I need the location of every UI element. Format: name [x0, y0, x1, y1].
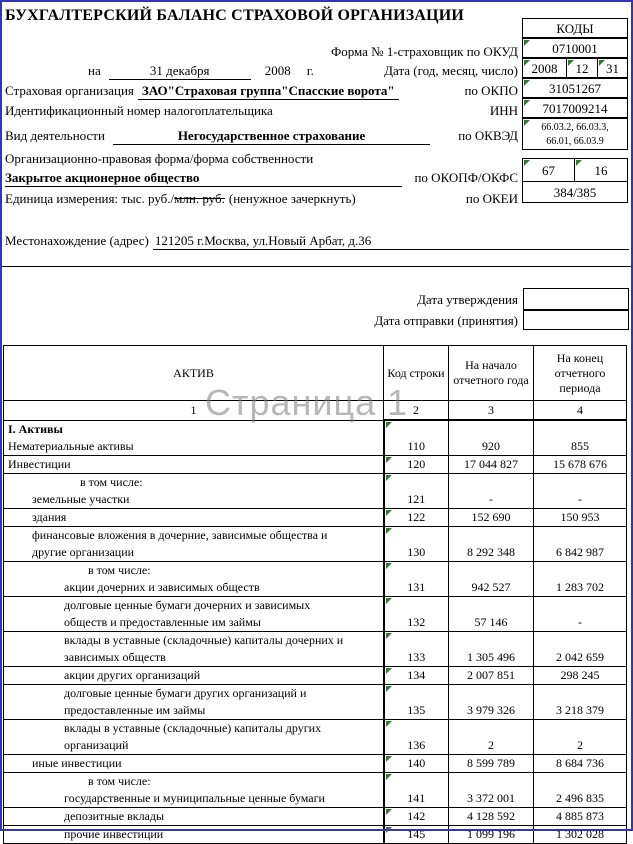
row-code-cell-value: 122 [407, 509, 426, 524]
row-label-line: здания [32, 509, 67, 524]
row-end-cell [534, 666, 627, 684]
legal-form-label-line [5, 151, 518, 167]
row-end-cell [534, 526, 627, 561]
row-code-cell [384, 631, 449, 666]
row-end-cell-value: 1 283 702 [556, 579, 604, 594]
table-row [4, 684, 627, 719]
activity-value: Негосударственное страхование [113, 128, 430, 145]
row-code-cell [384, 455, 449, 473]
approval-date-box [523, 288, 629, 310]
row-end-cell-value: 150 953 [560, 509, 600, 524]
row-start-cell [449, 455, 534, 473]
date-month-box [566, 58, 598, 78]
inn-line [5, 103, 518, 119]
row-start-cell-value: 4 128 592 [467, 808, 515, 823]
form-number-label: Форма № 1-страховщик по ОКУД [330, 44, 518, 59]
column-number-3: 3 [449, 401, 534, 421]
row-code-cell-value: 133 [407, 649, 426, 664]
row-end-cell-value: 1 302 028 [556, 826, 604, 841]
row-start-cell-value: 3 979 326 [467, 702, 515, 717]
table-row [4, 807, 627, 825]
row-label-line: земельные участки [32, 491, 130, 506]
corner-marker-icon [568, 60, 574, 66]
row-start-cell-value: 8 292 348 [467, 544, 515, 559]
row-code-cell [384, 561, 449, 596]
row-label-line: организаций [64, 737, 129, 752]
row-start-cell [449, 631, 534, 666]
row-end-cell [534, 596, 627, 631]
corner-marker-icon [386, 598, 392, 604]
okved-code-line1: 66.03.2, 66.03.3, [541, 122, 609, 133]
corner-marker-icon [524, 80, 530, 86]
corner-marker-icon [386, 633, 392, 639]
row-code-cell-value: 110 [407, 438, 426, 453]
row-end-cell-value: 298 245 [560, 667, 600, 682]
report-date-line [88, 63, 518, 80]
sending-date-line [200, 313, 518, 329]
row-start-cell [449, 684, 534, 719]
table-row [4, 719, 627, 754]
column-number-4: 4 [534, 401, 627, 421]
corner-marker-icon [386, 563, 392, 569]
row-label-cell [4, 561, 384, 596]
row-end-cell-value: 15 678 676 [553, 456, 607, 471]
sending-date-box [523, 310, 629, 330]
row-label-line: Инвестиции [8, 456, 71, 471]
row-label-line: государственные и муниципальные ценные бумаги [64, 790, 325, 805]
unit-struck: млн. руб. [174, 191, 225, 206]
row-start-cell-value: 152 690 [471, 509, 511, 524]
row-end-cell [534, 561, 627, 596]
address-label: Местонахождение (адрес) [5, 233, 149, 248]
organization-name: ЗАО"Страховая группа"Спасские ворота" [138, 83, 399, 100]
row-label-line: в том числе: [88, 562, 151, 577]
okud-code-box [522, 38, 628, 58]
corner-marker-icon [386, 510, 392, 516]
row-end-cell [534, 719, 627, 754]
row-code-cell [384, 772, 449, 807]
row-code-cell-value: 141 [407, 790, 426, 805]
corner-marker-icon [386, 457, 392, 463]
okud-code: 0710001 [552, 41, 598, 56]
okei-code-box [522, 181, 628, 203]
row-start-cell-value: 8 599 789 [467, 755, 515, 770]
row-label-line: Нематериальные активы [8, 438, 134, 453]
row-end-cell-value: 4 885 873 [556, 808, 604, 823]
column-header-code: Код строки [384, 346, 449, 401]
row-code-cell [384, 825, 449, 843]
legal-form-label: Организационно-правовая форма/форма собственности [5, 151, 314, 166]
column-number-1: 1 [4, 401, 384, 421]
row-label-line: вклады в уставные (складочные) капиталы других [64, 720, 322, 735]
table-row [4, 772, 627, 807]
corner-marker-icon [386, 668, 392, 674]
date-year-code: 2008 [531, 61, 558, 76]
date-year-box [522, 58, 567, 78]
row-start-cell [449, 561, 534, 596]
corner-marker-icon [524, 160, 530, 166]
row-label-line: I. Активы [8, 421, 63, 436]
row-label-line: другие организации [32, 544, 135, 559]
okei-code: 384/385 [553, 185, 597, 200]
row-code-cell [384, 684, 449, 719]
row-code-cell-value: 121 [407, 491, 426, 506]
corner-marker-icon [386, 721, 392, 727]
corner-marker-icon [524, 60, 530, 66]
row-start-cell-value: 2 007 851 [467, 667, 515, 682]
legal-form-value: Закрытое акционерное общество [5, 170, 402, 187]
date-month-code: 12 [575, 61, 589, 76]
row-label-cell [4, 719, 384, 754]
row-end-cell [534, 754, 627, 772]
row-label-line: депозитные вклады [64, 808, 165, 823]
row-label-line: в том числе: [80, 474, 143, 489]
okpo-code: 31051267 [549, 81, 601, 96]
row-label-cell [4, 596, 384, 631]
okfs-code-box [574, 158, 628, 182]
corner-marker-icon [386, 827, 392, 833]
row-end-cell-value: 2 496 835 [556, 790, 604, 805]
row-end-cell [534, 825, 627, 843]
row-code-cell-value: 120 [407, 456, 426, 471]
column-header-start: На начало отчетного года [449, 346, 534, 401]
row-code-cell-value: 132 [407, 614, 426, 629]
row-code-cell-value: 142 [407, 808, 426, 823]
row-end-cell [534, 473, 627, 508]
column-header-end: На конец отчетного периода [534, 346, 627, 401]
row-start-cell-value: 2 [488, 737, 494, 752]
page-watermark: Страница 1 [205, 382, 409, 423]
corner-marker-icon [599, 60, 605, 66]
row-label-line: предоставленные им займы [64, 702, 206, 717]
row-start-cell-value: 942 527 [471, 579, 511, 594]
row-code-cell-value: 145 [407, 826, 426, 841]
okved-label: по ОКВЭД [458, 128, 518, 143]
row-start-cell [449, 825, 534, 843]
row-end-cell-value: - [578, 491, 582, 506]
date-year: 2008 [264, 63, 291, 78]
row-label-line: обществ и предоставленные им займы [64, 614, 261, 629]
row-end-cell-value: 2 [577, 737, 583, 752]
okved-code-line2: 66.01, 66.03.9 [546, 136, 604, 147]
row-start-cell-value: 17 044 827 [464, 456, 518, 471]
row-start-cell [449, 596, 534, 631]
inn-code-box [522, 98, 628, 118]
column-number-2: 2 [384, 401, 449, 421]
table-row [4, 473, 627, 508]
row-end-cell [534, 772, 627, 807]
date-day-box [597, 58, 628, 78]
row-label-line: долговые ценные бумаги дочерних и зависимых [64, 597, 311, 612]
row-end-cell [534, 508, 627, 526]
row-label-line: акции дочерних и зависимых обществ [64, 579, 260, 594]
table-row [4, 508, 627, 526]
table-row [4, 561, 627, 596]
row-start-cell-value: 920 [482, 438, 500, 453]
section-divider [0, 266, 633, 267]
table-row [4, 666, 627, 684]
row-label-line: иные инвестиции [32, 755, 122, 770]
row-label-line: вклады в уставные (складочные) капиталы дочерних и [64, 632, 344, 647]
row-start-cell-value: 3 372 001 [467, 790, 515, 805]
table-row [4, 596, 627, 631]
row-end-cell-value: 8 684 736 [556, 755, 604, 770]
row-start-cell [449, 807, 534, 825]
row-code-cell-value: 140 [407, 755, 426, 770]
row-label-cell [4, 684, 384, 719]
codes-header-box: КОДЫ [522, 18, 628, 38]
row-start-cell [449, 754, 534, 772]
inn-label: ИНН [489, 103, 518, 118]
row-start-cell-value: - [489, 491, 493, 506]
asset-table-body [4, 420, 627, 843]
row-start-cell [449, 526, 534, 561]
corner-marker-icon [386, 528, 392, 534]
corner-marker-icon [386, 475, 392, 481]
corner-marker-icon [576, 160, 582, 166]
row-code-cell [384, 666, 449, 684]
row-end-cell [534, 684, 627, 719]
row-label-line: в том числе: [88, 773, 151, 788]
row-code-cell [384, 420, 449, 455]
table-header-row [4, 346, 627, 401]
row-end-cell [534, 631, 627, 666]
row-code-cell [384, 508, 449, 526]
activity-line [5, 128, 518, 145]
asset-table [3, 345, 627, 844]
row-code-cell [384, 596, 449, 631]
unit-prefix: Единица измерения: тыс. руб./ [5, 191, 175, 206]
row-end-cell-value: 6 842 987 [556, 544, 604, 559]
row-end-cell [534, 455, 627, 473]
row-end-cell [534, 807, 627, 825]
row-label-cell [4, 666, 384, 684]
okopf-code: 67 [542, 163, 555, 178]
row-end-cell [534, 420, 627, 455]
approval-date-label: Дата утверждения [417, 292, 518, 307]
row-label-line: акции других организаций [64, 667, 201, 682]
row-start-cell [449, 420, 534, 455]
date-day-month: 31 декабря [109, 63, 251, 80]
row-code-cell-value: 135 [407, 702, 426, 717]
row-code-cell [384, 807, 449, 825]
corner-marker-icon [524, 100, 530, 106]
corner-marker-icon [524, 40, 530, 46]
table-row [4, 825, 627, 843]
row-code-cell [384, 719, 449, 754]
row-end-cell-value: - [578, 614, 582, 629]
row-label-cell [4, 807, 384, 825]
okpo-label: по ОКПО [464, 83, 518, 98]
okopf-okfs-label: по ОКОПФ/ОКФС [414, 170, 518, 185]
corner-marker-icon [524, 120, 530, 126]
row-end-cell-value: 3 218 379 [556, 702, 604, 717]
row-label-line: зависимых обществ [64, 649, 166, 664]
table-row [4, 754, 627, 772]
unit-line [5, 191, 518, 207]
okopf-code-box [522, 158, 575, 182]
row-code-cell-value: 130 [407, 544, 426, 559]
inn-left-label: Идентификационный номер налогоплательщика [5, 103, 273, 118]
date-suffix: г. [306, 63, 314, 78]
okfs-code: 16 [594, 163, 608, 178]
corner-marker-icon [386, 686, 392, 692]
form-number-line [5, 44, 518, 60]
approval-date-line [200, 292, 518, 308]
row-code-cell [384, 473, 449, 508]
row-start-cell [449, 719, 534, 754]
row-label-cell [4, 455, 384, 473]
row-label-line: финансовые вложения в дочерние, зависимые общества и [32, 527, 328, 542]
corner-marker-icon [386, 774, 392, 780]
sending-date-label: Дата отправки (принятия) [374, 313, 518, 328]
row-label-line: долговые ценные бумаги других организаций и [64, 685, 307, 700]
row-label-cell [4, 631, 384, 666]
table-row [4, 455, 627, 473]
legal-form-value-line [5, 170, 518, 187]
row-label-cell [4, 508, 384, 526]
row-label-line: прочие инвестиции [64, 826, 164, 841]
row-start-cell [449, 772, 534, 807]
row-code-cell [384, 754, 449, 772]
asset-table-container [3, 345, 627, 844]
table-row [4, 526, 627, 561]
organization-line [5, 83, 518, 100]
row-label-cell [4, 420, 384, 455]
date-day-code: 31 [606, 61, 619, 76]
document-title: БУХГАЛТЕРСКИЙ БАЛАНС СТРАХОВОЙ ОРГАНИЗАЦИИ [5, 7, 465, 24]
row-code-cell-value: 136 [407, 737, 426, 752]
row-code-cell-value: 134 [407, 667, 426, 682]
organization-label: Страховая организация [5, 83, 134, 98]
row-label-cell [4, 825, 384, 843]
corner-marker-icon [386, 809, 392, 815]
unit-suffix: (ненужное зачеркнуть) [228, 191, 356, 206]
date-prefix: на [88, 63, 101, 78]
inn-code: 7017009214 [542, 101, 608, 116]
address-line [5, 233, 629, 250]
address-value: 121205 г.Москва, ул.Новый Арбат, д.36 [153, 233, 629, 250]
row-end-cell-value: 855 [571, 438, 589, 453]
row-label-cell [4, 754, 384, 772]
table-row [4, 420, 627, 455]
row-code-cell [384, 526, 449, 561]
activity-label: Вид деятельности [5, 128, 105, 143]
row-end-cell-value: 2 042 659 [556, 649, 604, 664]
row-start-cell-value: 1 305 496 [467, 649, 515, 664]
table-row [4, 631, 627, 666]
corner-marker-icon [386, 756, 392, 762]
corner-marker-icon [386, 422, 392, 428]
row-code-cell-value: 131 [407, 579, 426, 594]
row-start-cell [449, 508, 534, 526]
row-start-cell [449, 666, 534, 684]
row-label-cell [4, 526, 384, 561]
okved-code-box [522, 118, 628, 150]
row-label-cell [4, 772, 384, 807]
date-code-label: Дата (год, месяц, число) [384, 63, 518, 78]
column-numbers-row [4, 401, 627, 421]
row-start-cell [449, 473, 534, 508]
okei-label: по ОКЕИ [465, 191, 518, 206]
okpo-code-box [522, 78, 628, 98]
row-label-cell [4, 473, 384, 508]
row-start-cell-value: 1 099 196 [467, 826, 515, 841]
row-start-cell-value: 57 146 [474, 614, 508, 629]
column-header-asset: АКТИВ [4, 346, 384, 401]
